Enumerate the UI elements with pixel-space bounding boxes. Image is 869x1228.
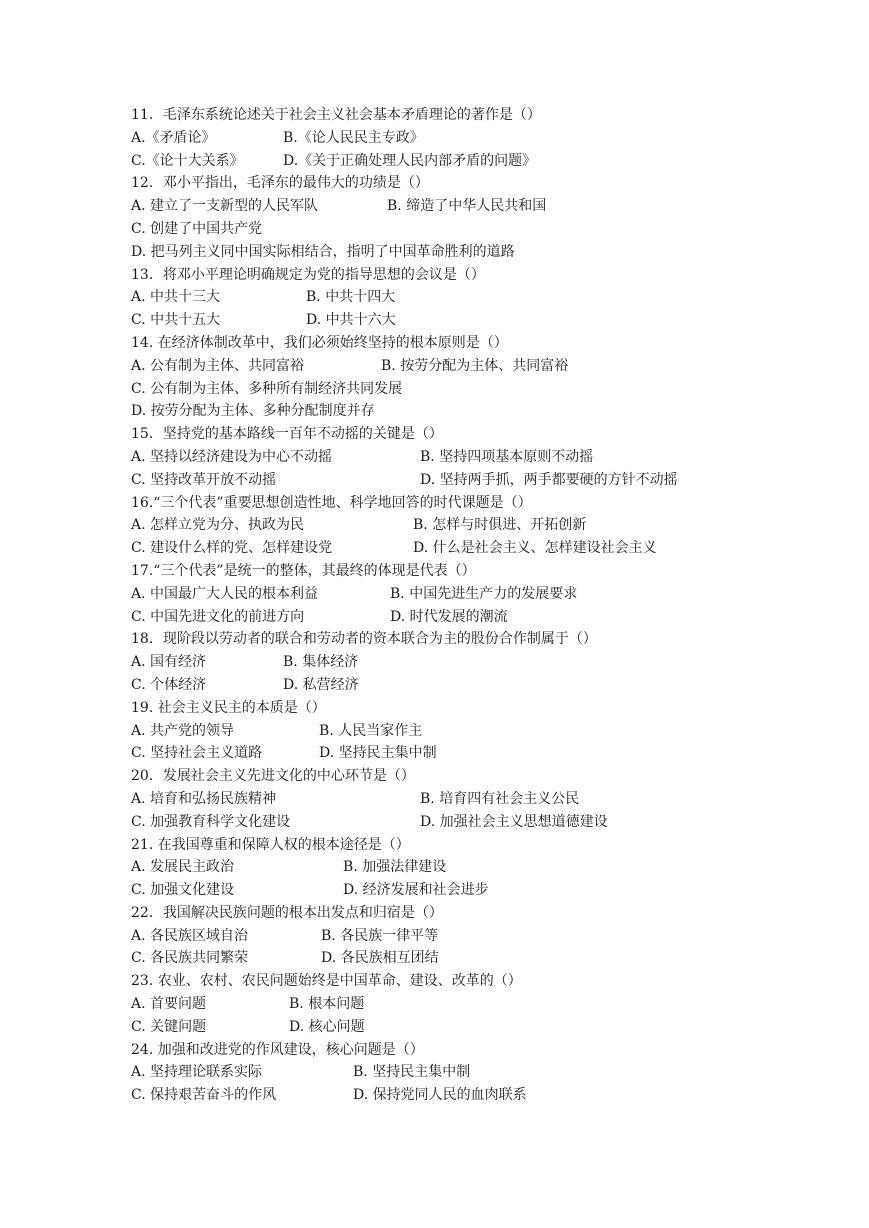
option-row	[131, 218, 851, 241]
answer-option: B. 根本问题	[289, 996, 365, 1013]
answer-option: C. 建设什么样的党、怎样建设党	[131, 540, 333, 557]
answer-option: B. 按劳分配为主体、共同富裕	[381, 357, 569, 374]
answer-option: B.《论人民民主专政》	[283, 129, 424, 146]
answer-option: A. 坚持以经济建设为中心不动摇	[131, 448, 333, 465]
option-row	[131, 127, 851, 150]
question-stem: 18．现阶段以劳动者的联合和劳动者的资本联合为主的股份合作制属于（）	[131, 631, 597, 648]
answer-option: D. 时代发展的潮流	[390, 608, 508, 625]
question-stem: 23. 农业、农村、农民问题始终是中国革命、建设、改革的（）	[131, 973, 522, 990]
option-row	[131, 355, 851, 378]
question-stem: 11．毛泽东系统论述关于社会主义社会基本矛盾理论的著作是（）	[131, 107, 541, 123]
option-row	[131, 286, 851, 309]
answer-option: C. 加强文化建设	[131, 882, 235, 899]
question-stem: 16.“三个代表”重要思想创造性地、科学地回答的时代课题是（）	[131, 494, 532, 511]
answer-option: C. 关键问题	[131, 1018, 207, 1035]
option-row	[131, 583, 851, 606]
answer-option: B. 缔造了中华人民共和国	[387, 198, 547, 215]
answer-option: A. 首要问题	[131, 996, 207, 1013]
option-row	[131, 606, 851, 629]
answer-option: C. 坚持改革开放不动摇	[131, 471, 277, 488]
option-row	[131, 469, 851, 492]
option-row	[131, 811, 851, 834]
answer-option: C. 加强教育科学文化建设	[131, 813, 291, 830]
answer-option: D. 坚持民主集中制	[319, 745, 437, 762]
question-stem: 13．将邓小平理论明确规定为党的指导思想的会议是（）	[131, 266, 485, 283]
answer-option: B. 中共十四大	[306, 289, 396, 306]
question-stem: 22．我国解决民族问题的根本出发点和归宿是（）	[131, 904, 443, 921]
answer-option: D. 坚持两手抓，两手都要硬的方针不动摇	[420, 471, 678, 488]
option-row	[131, 720, 851, 743]
answer-option: D.《关于正确处理人民内部矛盾的问题》	[283, 152, 537, 169]
answer-option: C. 各民族共同繁荣	[131, 950, 249, 967]
answer-option: B. 集体经济	[283, 654, 359, 671]
option-row	[131, 241, 851, 264]
answer-option: C. 坚持社会主义道路	[131, 745, 263, 762]
answer-option: A. 中国最广大人民的根本利益	[131, 585, 319, 602]
question-stem: 12．邓小平指出，毛泽东的最伟大的功绩是（）	[131, 175, 429, 192]
answer-option: C. 个体经济	[131, 676, 207, 693]
option-row	[131, 446, 851, 469]
answer-option: A. 坚持理论联系实际	[131, 1064, 263, 1081]
answer-option: A. 国有经济	[131, 654, 207, 671]
answer-option: A. 怎样立党为分、执政为民	[131, 517, 305, 534]
answer-option: B. 坚持四项基本原则不动摇	[420, 448, 594, 465]
answer-option: A. 共产党的领导	[131, 722, 235, 739]
answer-option: C. 中国先进文化的前进方向	[131, 608, 305, 625]
answer-option: A. 公有制为主体、共同富裕	[131, 357, 305, 374]
option-row	[131, 537, 851, 560]
answer-option: B. 坚持民主集中制	[353, 1064, 471, 1081]
answer-option: B. 各民族一律平等	[321, 927, 439, 944]
answer-option: C. 中共十五大	[131, 312, 221, 329]
answer-option: C. 创建了中国共产党	[131, 220, 263, 237]
answer-option: D. 核心问题	[289, 1018, 365, 1035]
answer-option: C.《论十大关系》	[131, 152, 244, 169]
question-stem: 24. 加强和改进党的作风建设，核心问题是（）	[131, 1041, 424, 1058]
option-row	[131, 378, 851, 401]
answer-option: B. 加强法律建设	[343, 859, 447, 876]
option-row	[131, 788, 851, 811]
answer-option: D. 各民族相互团结	[321, 950, 439, 967]
option-row	[131, 925, 851, 948]
answer-option: D. 把马列主义同中国实际相结合，指明了中国革命胜利的道路	[131, 243, 515, 260]
option-row	[131, 742, 851, 765]
question-stem: 17.“三个代表”是统一的整体，其最终的体现是代表（）	[131, 562, 476, 579]
answer-option: D. 中共十六大	[306, 312, 396, 329]
question-stem: 20．发展社会主义先进文化的中心环节是（）	[131, 768, 415, 785]
answer-option: B. 人民当家作主	[319, 722, 423, 739]
answer-option: D. 加强社会主义思想道德建设	[420, 813, 608, 830]
question-list	[131, 104, 851, 1107]
option-row	[131, 993, 851, 1016]
answer-option: A.《矛盾论》	[131, 129, 216, 146]
question-stem: 19. 社会主义民主的本质是（）	[131, 699, 326, 716]
option-row	[131, 856, 851, 879]
answer-option: A. 发展民主政治	[131, 859, 235, 876]
option-row	[131, 674, 851, 697]
option-row	[131, 947, 851, 970]
option-row	[131, 651, 851, 674]
option-row	[131, 195, 851, 218]
answer-option: C. 保持艰苦奋斗的作风	[131, 1087, 277, 1104]
answer-option: B. 中国先进生产力的发展要求	[390, 585, 578, 602]
option-row	[131, 879, 851, 902]
question-stem: 15．坚持党的基本路线一百年不动摇的关键是（）	[131, 426, 443, 443]
option-row	[131, 1016, 851, 1039]
option-row	[131, 514, 851, 537]
answer-option: B. 怎样与时俱进、开拓创新	[413, 517, 587, 534]
answer-option: A. 建立了一支新型的人民军队	[131, 198, 319, 215]
question-stem: 14. 在经济体制改革中，我们必须始终坚持的根本原则是（）	[131, 334, 508, 351]
answer-option: D. 保持党同人民的血肉联系	[353, 1087, 527, 1104]
option-row	[131, 309, 851, 332]
answer-option: D. 按劳分配为主体、多种分配制度并存	[131, 403, 375, 420]
answer-option: A. 培育和弘扬民族精神	[131, 790, 277, 807]
option-row	[131, 1084, 851, 1107]
answer-option: B. 培育四有社会主义公民	[420, 790, 580, 807]
answer-option: C. 公有制为主体、多种所有制经济共同发展	[131, 380, 403, 397]
answer-option: A. 各民族区域自治	[131, 927, 249, 944]
option-row	[131, 1061, 851, 1084]
question-stem: 21. 在我国尊重和保障人权的根本途径是（）	[131, 836, 410, 853]
option-row	[131, 150, 851, 173]
answer-option: A. 中共十三大	[131, 289, 221, 306]
answer-option: D. 经济发展和社会进步	[343, 882, 489, 899]
answer-option: D. 什么是社会主义、怎样建设社会主义	[413, 540, 657, 557]
answer-option: D. 私营经济	[283, 676, 359, 693]
option-row	[131, 400, 851, 423]
